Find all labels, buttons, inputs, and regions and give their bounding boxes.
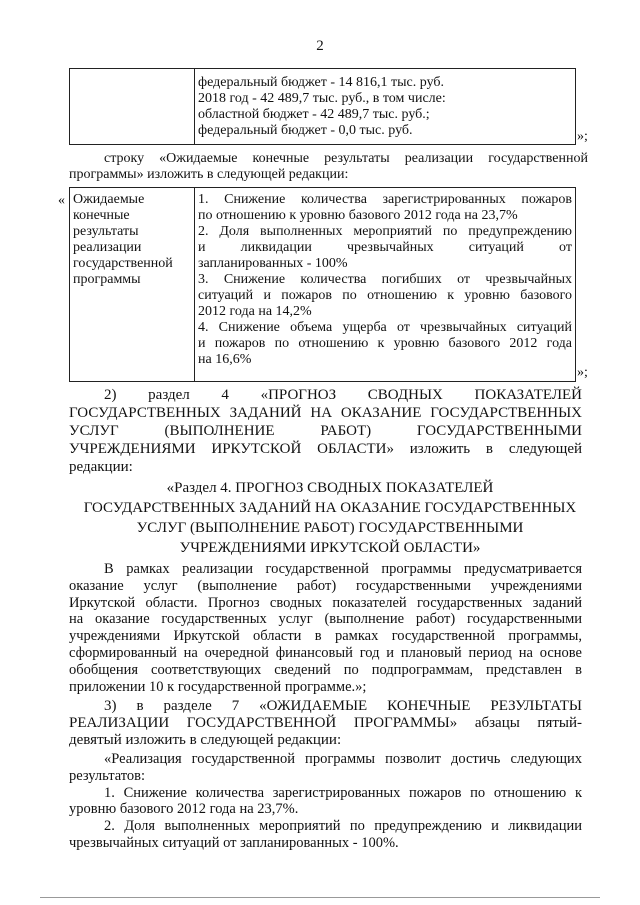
item3-paragraph xyxy=(69,698,582,749)
item3-line: РЕАЛИЗАЦИИ ГОСУДАРСТВЕННОЙ ПРОГРАММЫ» абзацы пятый- xyxy=(69,715,582,731)
body-line: оказание услуг (выполнение работ) государственными учреждениями xyxy=(69,577,582,594)
body-line: Иркутской области. Прогноз сводных показателей государственных заданий xyxy=(69,594,582,611)
body-paragraph xyxy=(69,561,582,695)
funding-table xyxy=(69,68,576,145)
result-line: запланированных - 100% xyxy=(198,256,348,271)
funding-line: 2018 год - 42 489,7 тыс. руб., в том числе: xyxy=(198,91,446,106)
section-heading xyxy=(70,478,590,558)
item2-line-2: ГОСУДАРСТВЕННЫХ ЗАДАНИЙ НА ОКАЗАНИЕ ГОСУДАРСТВЕННЫХ xyxy=(69,405,582,421)
item2-line-4: УЧРЕЖДЕНИЯМИ ИРКУТСКОЙ ОБЛАСТИ» изложить в следующей xyxy=(69,441,582,457)
body-line: В рамках реализации государственной программы предусматривается xyxy=(104,561,582,577)
funding-table-left-cell xyxy=(70,69,195,145)
results-line: 2. Доля выполненных мероприятий по предупреждению и ликвидации xyxy=(104,818,582,835)
result-line: 4. Снижение объема ущерба от чрезвычайных ситуаций xyxy=(198,320,572,335)
results-line: «Реализация государственной программы позволит достичь следующих xyxy=(104,751,582,767)
funding-line: федеральный бюджет - 0,0 тыс. руб. xyxy=(198,123,413,138)
results-table-value-cell xyxy=(195,188,576,382)
item2-line-1: 2) раздел 4 «ПРОГНОЗ СВОДНЫХ ПОКАЗАТЕЛЕЙ xyxy=(104,387,582,403)
results-line: чрезвычайных ситуаций от запланированных - 100%. xyxy=(69,834,399,851)
funding-line: областной бюджет - 42 489,7 тыс. руб.; xyxy=(198,107,430,122)
label-line: реализации xyxy=(73,240,142,255)
label-line: конечные xyxy=(73,208,130,223)
body-line: учреждениями Иркутской области в рамках государственной программы, xyxy=(69,628,582,645)
item3-line: девятый изложить в следующей редакции: xyxy=(69,732,342,748)
section-heading-line: УЧРЕЖДЕНИЯМИ ИРКУТСКОЙ ОБЛАСТИ» xyxy=(179,540,481,556)
results-line: уровню базового 2012 года на 23,7%. xyxy=(69,801,299,818)
result-line: и ликвидации чрезвычайных ситуаций от xyxy=(198,240,572,255)
body-line: на оказание государственных услуг (выполнение работ) государственными xyxy=(69,611,582,628)
body-line: обобщения соответствующих сведений по подпрограммам, представлен в xyxy=(69,661,582,678)
result-line: 2. Доля выполненных мероприятий по предупреждению xyxy=(198,224,572,239)
stroka-line-2: программы» изложить в следующей редакции: xyxy=(69,167,349,182)
item2-line-5: редакции: xyxy=(69,459,133,475)
result-line: на 16,6% xyxy=(198,352,252,367)
body-line: приложении 10 к государственной программе.»; xyxy=(69,678,367,695)
stroka-line-1: строку «Ожидаемые конечные результаты реализации государственной xyxy=(104,151,588,166)
page-number: 2 xyxy=(316,38,324,54)
results-paragraph xyxy=(69,751,582,852)
table1-closing-quote: »; xyxy=(577,129,588,144)
section-heading-line: ГОСУДАРСТВЕННЫХ ЗАДАНИЙ НА ОКАЗАНИЕ ГОСУДАРСТВЕННЫХ xyxy=(83,500,577,516)
result-line: 3. Снижение количества погибших от чрезвычайных xyxy=(198,272,572,287)
results-table xyxy=(69,187,576,382)
label-line: результаты xyxy=(73,224,139,239)
bottom-scan-edge xyxy=(40,897,600,898)
label-line: государственной xyxy=(73,256,173,271)
body-line: сформированный на очередной финансовый год и плановый период на основе xyxy=(69,644,582,661)
result-line: 1. Снижение количества зарегистрированных пожаров xyxy=(198,192,572,207)
item3-line: 3) в разделе 7 «ОЖИДАЕМЫЕ КОНЕЧНЫЕ РЕЗУЛЬТАТЫ xyxy=(104,698,582,714)
funding-table-right-cell xyxy=(195,69,576,145)
results-table-label-cell xyxy=(70,188,195,382)
label-line: Ожидаемые xyxy=(73,192,145,207)
result-line: 2012 года на 14,2% xyxy=(198,304,312,319)
result-line: ситуаций и пожаров по отношению к уровню базового xyxy=(198,288,572,303)
results-line: результатов: xyxy=(69,767,146,784)
table2-closing-quote: »; xyxy=(577,365,588,380)
section-heading-line: УСЛУГ (ВЫПОЛНЕНИЕ РАБОТ) ГОСУДАРСТВЕННЫМИ xyxy=(136,520,524,536)
results-line: 1. Снижение количества зарегистрированных пожаров по отношению к xyxy=(104,784,582,801)
item2-line-3: УСЛУГ (ВЫПОЛНЕНИЕ РАБОТ) ГОСУДАРСТВЕННЫМИ xyxy=(69,423,582,439)
label-line: программы xyxy=(73,272,141,287)
funding-line: федеральный бюджет - 14 816,1 тыс. руб. xyxy=(198,75,445,90)
table2-open-quote: « xyxy=(58,193,65,208)
section-heading-line: «Раздел 4. ПРОГНОЗ СВОДНЫХ ПОКАЗАТЕЛЕЙ xyxy=(166,480,494,496)
result-line: по отношению к уровню базового 2012 года на 23,7% xyxy=(198,208,518,223)
result-line: и пожаров по отношению к уровню базового 2012 года xyxy=(198,336,572,351)
